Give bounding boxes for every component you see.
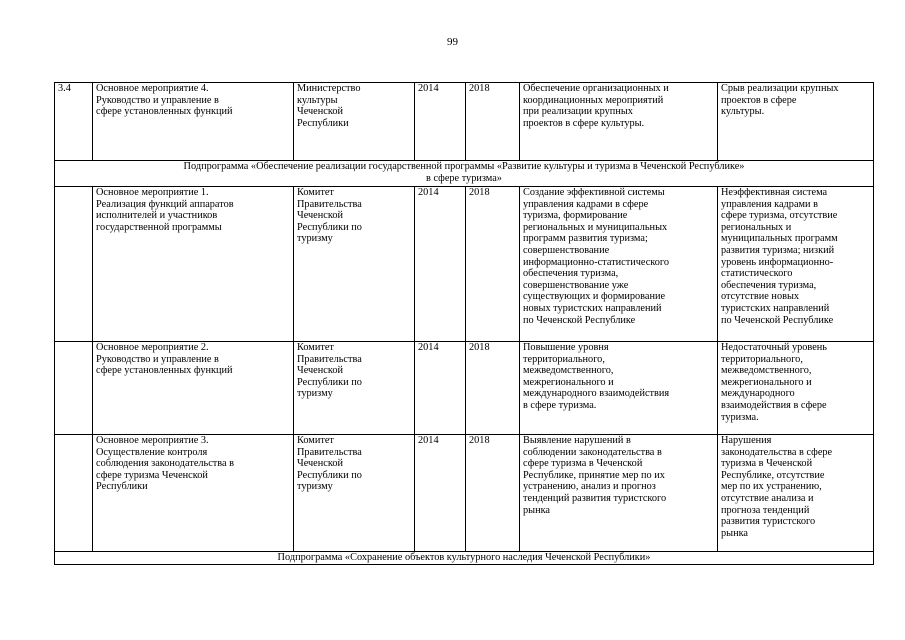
page-number: 99 [447,36,458,48]
end-year-cell: 2018 [466,342,520,435]
row-number [55,187,93,342]
result-cell: Обеспечение организационных и координационных мероприятий при реализации крупных проектов в сфере культуры. [520,83,718,161]
table-row [55,83,874,161]
result-cell: Создание эффективной системы управления кадрами в сфере туризма, формирование региональных и муниципальных программ развития туризма; совершенствование информационно-статистического обеспечения туризма, совершенствование уже существующих и формирование новых туристских направлений по Чеченской Республике [520,187,718,342]
activity-cell: Основное мероприятие 4. Руководство и управление в сфере установленных функций [93,83,294,161]
risk-cell: Недостаточный уровень территориального, межведомственного, межрегионального и международного взаимодействия в сфере туризма. [718,342,874,435]
start-year-cell: 2014 [415,83,466,161]
measures-table [54,82,874,565]
start-year-cell: 2014 [415,342,466,435]
row-number [55,342,93,435]
risk-cell: Неэффективная система управления кадрами в сфере туризма, отсутствие региональных и муниципальных программ развития туризма; низкий уровень информационно- статистического обеспечения туризма, отсутствие новых туристских направлений по Чеченской Республике [718,187,874,342]
table-row [55,435,874,552]
executor-cell: Министерство культуры Чеченской Республики [294,83,415,161]
end-year-cell: 2018 [466,435,520,552]
result-cell: Выявление нарушений в соблюдении законодательства в сфере туризма в Чеченской Республике, принятие мер по их устранению, анализ и прогноз тенденций развития туристского рынка [520,435,718,552]
subprogram-heading-tourism: Подпрограмма «Обеспечение реализации государственной программы «Развитие культуры и туризма в Чеченской Республике» в сфере туризма» [55,161,874,187]
activity-cell: Основное мероприятие 1. Реализация функций аппаратов исполнителей и участников государственной программы [93,187,294,342]
table-row [55,187,874,342]
executor-cell: Комитет Правительства Чеченской Республики по туризму [294,187,415,342]
subprogram-row [55,161,874,187]
executor-cell: Комитет Правительства Чеченской Республики по туризму [294,435,415,552]
result-cell: Повышение уровня территориального, межведомственного, межрегионального и международного взаимодействия в сфере туризма. [520,342,718,435]
executor-cell: Комитет Правительства Чеченской Республики по туризму [294,342,415,435]
subprogram-heading-heritage: Подпрограмма «Сохранение объектов культурного наследия Чеченской Республики» [55,552,874,565]
row-number: 3.4 [55,83,93,161]
risk-cell: Срыв реализации крупных проектов в сфере культуры. [718,83,874,161]
end-year-cell: 2018 [466,83,520,161]
table-row [55,342,874,435]
activity-cell: Основное мероприятие 2. Руководство и управление в сфере установленных функций [93,342,294,435]
row-number [55,435,93,552]
end-year-cell: 2018 [466,187,520,342]
activity-cell: Основное мероприятие 3. Осуществление контроля соблюдения законодательства в сфере туризма Чеченской Республики [93,435,294,552]
start-year-cell: 2014 [415,187,466,342]
subprogram-row [55,552,874,565]
start-year-cell: 2014 [415,435,466,552]
risk-cell: Нарушения законодательства в сфере туризма в Чеченской Республике, отсутствие мер по их устранению, отсутствие анализа и прогноза тенденций развития туристского рынка [718,435,874,552]
